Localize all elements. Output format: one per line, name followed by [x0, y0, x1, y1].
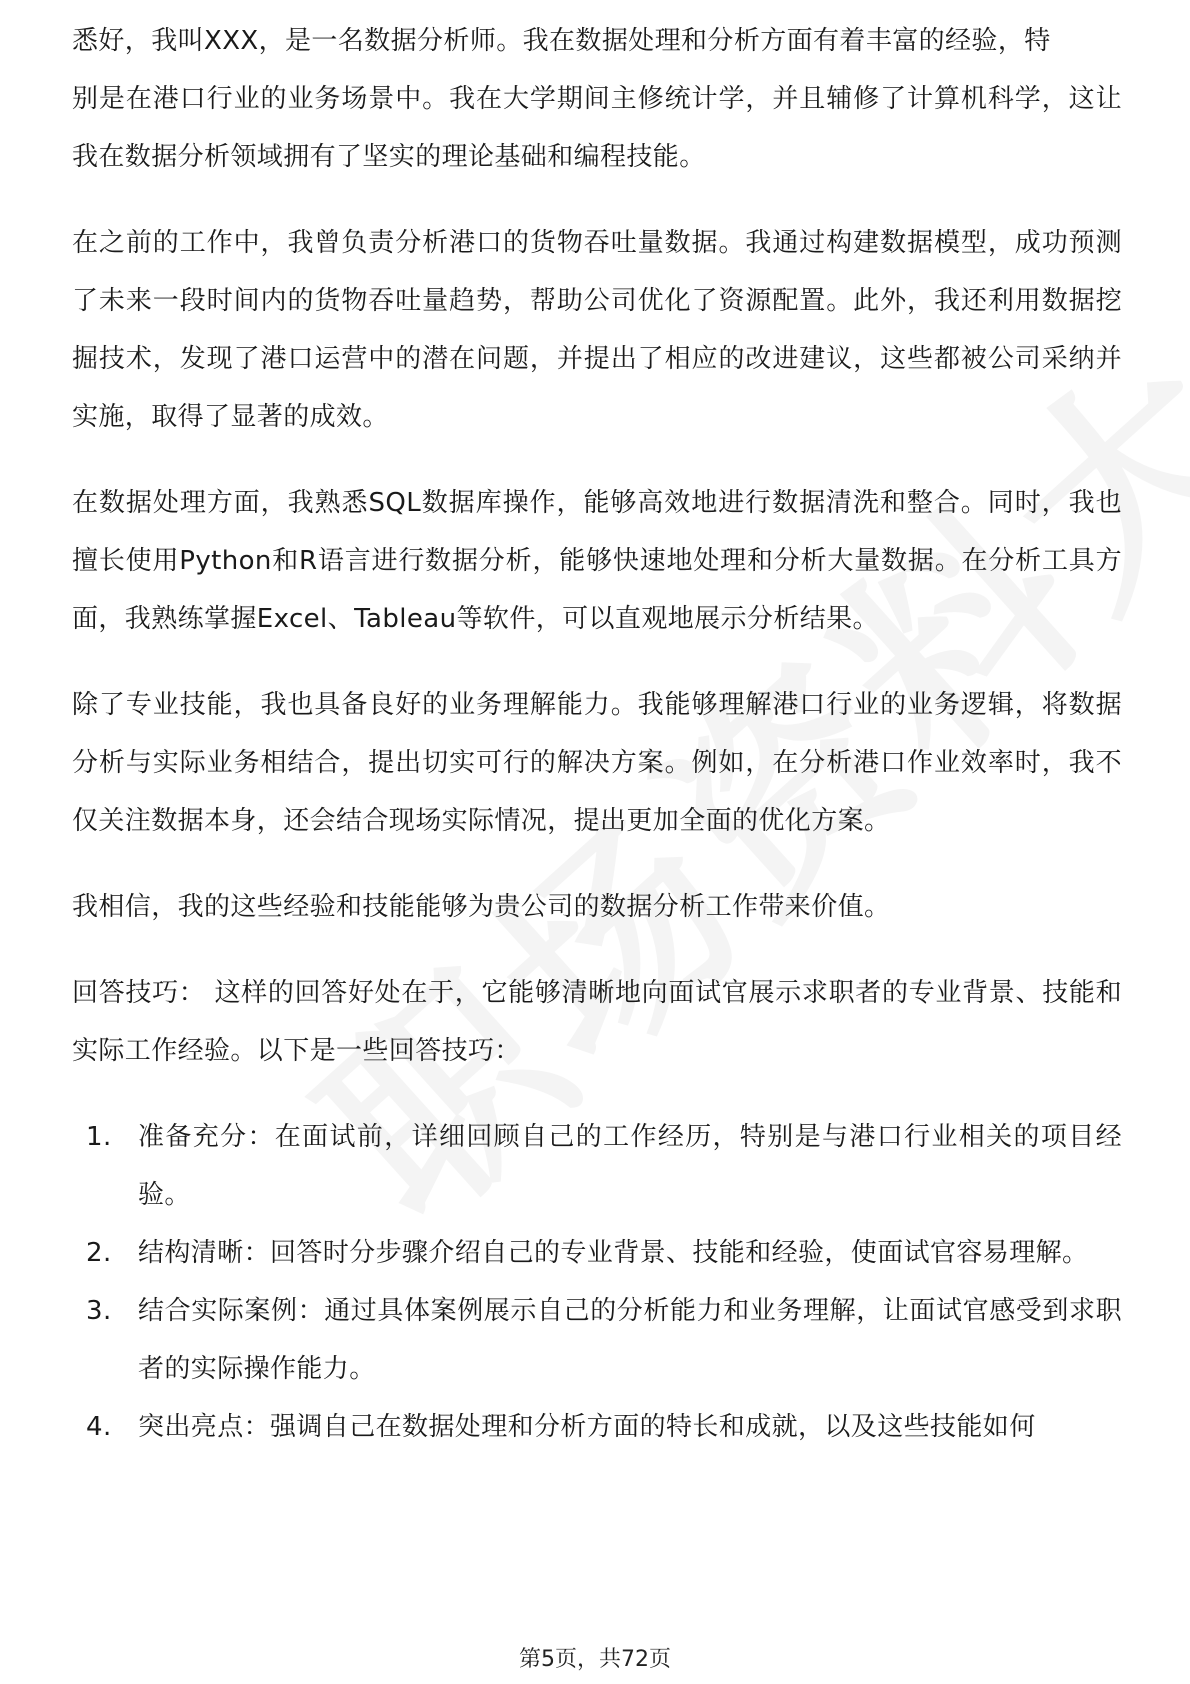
list-number: 3.	[86, 1296, 112, 1326]
list-item-text: 准备充分：在面试前，详细回顾自己的工作经历，特别是与港口行业相关的项目经验。	[138, 1122, 1122, 1210]
list-item	[86, 1398, 1122, 1456]
paragraph-work-experience: 在之前的工作中，我曾负责分析港口的货物吞吐量数据。我通过构建数据模型，成功预测了未来一段时间内的货物吞吐量趋势，帮助公司优化了资源配置。此外，我还利用数据挖掘技术，发现了港口运营中的潜在问题，并提出了相应的改进建议，这些都被公司采纳并实施，取得了显著的成效。	[72, 228, 1122, 432]
paragraph-intro-continued: 别是在港口行业的业务场景中。我在大学期间主修统计学，并且辅修了计算机科学，这让我在数据分析领域拥有了坚实的理论基础和编程技能。	[72, 84, 1122, 172]
document-body	[72, 70, 1122, 1456]
list-item-text: 结构清晰：回答时分步骤介绍自己的专业背景、技能和经验，使面试官容易理解。	[138, 1238, 1089, 1268]
paragraph-business-understanding: 除了专业技能，我也具备良好的业务理解能力。我能够理解港口行业的业务逻辑，将数据分析与实际业务相结合，提出切实可行的解决方案。例如，在分析港口作业效率时，我不仅关注数据本身，还会结合现场实际情况，提出更加全面的优化方案。	[72, 690, 1122, 836]
list-item-text: 突出亮点：强调自己在数据处理和分析方面的特长和成就，以及这些技能如何	[138, 1412, 1036, 1442]
tips-list	[72, 1108, 1122, 1456]
paragraph-answer-tips-intro: 回答技巧： 这样的回答好处在于，它能够清晰地向面试官展示求职者的专业背景、技能和实际工作经验。以下是一些回答技巧：	[72, 978, 1122, 1066]
list-item-text: 结合实际案例：通过具体案例展示自己的分析能力和业务理解，让面试官感受到求职者的实际操作能力。	[138, 1296, 1122, 1384]
list-item	[86, 1282, 1122, 1398]
list-item	[86, 1108, 1122, 1224]
paragraph-conclusion: 我相信，我的这些经验和技能能够为贵公司的数据分析工作带来价值。	[72, 892, 891, 922]
cut-off-text: 悉好，我叫XXX，是一名数据分析师。我在数据处理和分析方面有着丰富的经验，特	[72, 26, 1051, 56]
list-number: 1.	[86, 1122, 112, 1152]
paragraph-data-processing: 在数据处理方面，我熟悉SQL数据库操作，能够高效地进行数据清洗和整合。同时，我也擅长使用Python和R语言进行数据分析，能够快速地处理和分析大量数据。在分析工具方面，我熟练掌握Excel、Tableau等软件，可以直观地展示分析结果。	[72, 488, 1122, 634]
cut-off-top-line	[0, 0, 1190, 66]
page-number: 第5页，共72页	[519, 1647, 671, 1672]
list-item	[86, 1224, 1122, 1282]
list-number: 4.	[86, 1412, 112, 1442]
list-number: 2.	[86, 1238, 112, 1268]
